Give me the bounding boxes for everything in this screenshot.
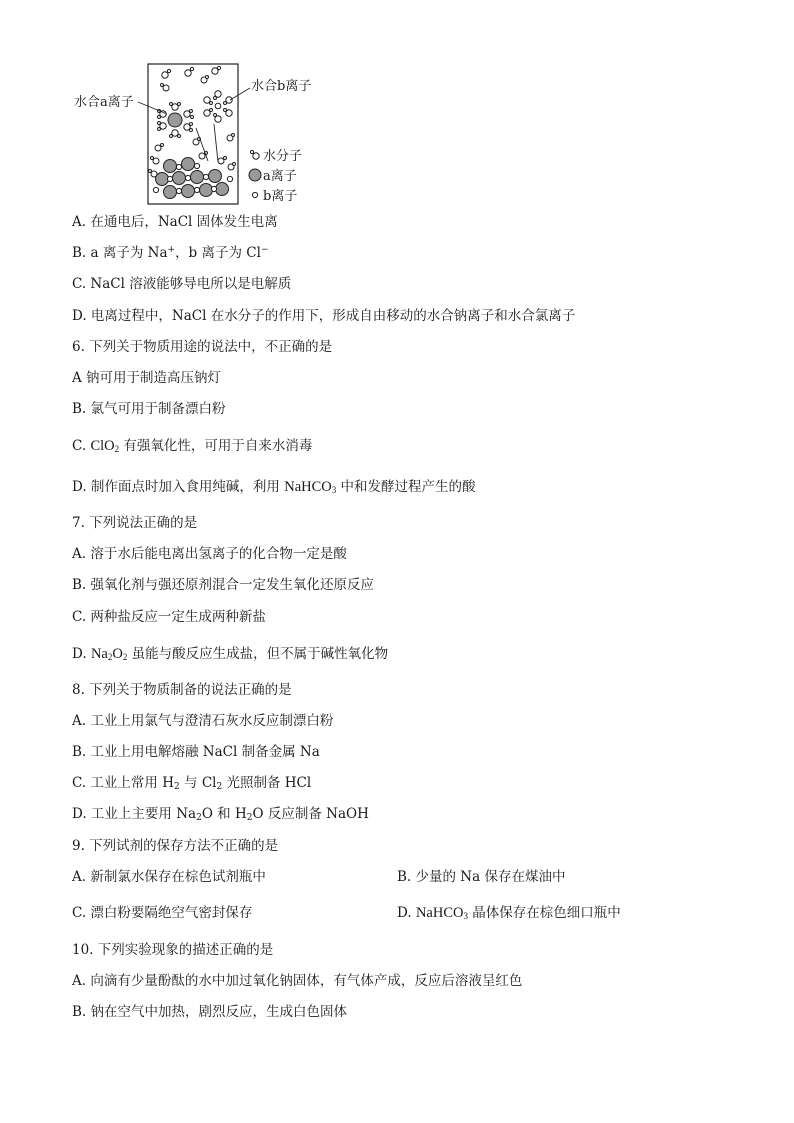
- q7-option-d-f1: Na: [90, 646, 108, 662]
- q9-option-d-suffix: 晶体保存在棕色细口瓶中: [467, 905, 621, 921]
- legend-a-label: a离子: [263, 169, 297, 184]
- legend-b-icon: [252, 192, 257, 197]
- q7-option-d-s1: 2: [107, 652, 113, 662]
- q5-option-a-formula: NaCl: [157, 214, 193, 230]
- q6-option-c-formula-sub: 2: [114, 444, 120, 454]
- q10-stem: 10. 下列实验现象的描述正确的是: [72, 942, 274, 958]
- q6-option-d-prefix: D. 制作面点时加入食用纯碱，利用: [72, 479, 285, 495]
- label-hydrated-b: 水合b离子: [251, 79, 312, 94]
- q8-option-d-prefix: D. 工业上主要用 Na: [72, 806, 197, 822]
- q8-option-d-sub-h2: 2: [246, 813, 253, 823]
- q5-option-a: [72, 212, 278, 232]
- q9-option-d-formula: [416, 905, 468, 921]
- q8-option-c-sub-h2: 2: [174, 782, 180, 792]
- q9-option-a: A. 新制氯水保存在棕色试剂瓶中: [72, 869, 266, 885]
- q8-option-d-mid: O 和 H: [201, 806, 247, 822]
- q6-option-c: [72, 436, 312, 456]
- q6-stem: 6. 下列关于物质用途的说法中，不正确的是: [72, 339, 333, 355]
- legend-a-icon: [249, 169, 261, 181]
- q8-option-c: [72, 773, 311, 793]
- q8-option-d: [72, 804, 369, 824]
- q7-option-a: A. 溶于水后能电离出氢离子的化合物一定是酸: [72, 546, 347, 562]
- q6-option-d-suffix: 中和发酵过程产生的酸: [336, 479, 476, 495]
- q6-option-c-suffix: 有强氧化性，可用于自来水消毒: [119, 438, 313, 454]
- q5-option-b-cl-charge: −: [260, 245, 269, 255]
- q5-option-c: C. NaCl 溶液能够导电所以是电解质: [72, 276, 292, 292]
- q7-option-c: C. 两种盐反应一定生成两种新盐: [72, 609, 266, 625]
- q6-option-c-prefix: C.: [72, 438, 91, 454]
- q9-option-c: C. 漂白粉要隔绝空气密封保存: [72, 905, 253, 921]
- q9-stem: 9. 下列试剂的保存方法不正确的是: [72, 838, 279, 854]
- q8-option-c-mid: 与 Cl: [179, 775, 217, 791]
- pointer-line-a: [138, 102, 167, 114]
- q8-option-c-suffix: 光照制备 HCl: [222, 775, 312, 791]
- q6-option-d-formula-sub: 3: [331, 485, 337, 495]
- q7-option-d: [72, 644, 388, 664]
- q5-option-a-prefix: A. 在通电后，: [72, 214, 158, 230]
- water-molecules-top: [161, 66, 221, 91]
- q10-option-b: B. 钠在空气中加热，剧烈反应，生成白色固体: [72, 1004, 348, 1020]
- legend-water-label: 水分子: [263, 149, 303, 164]
- q8-option-b: B. 工业上用电解熔融 NaCl 制备金属 Na: [72, 744, 320, 760]
- q8-option-c-prefix: C. 工业上常用 H: [72, 775, 174, 791]
- hydrated-a-ion: [158, 103, 194, 138]
- q6-option-d: [72, 477, 476, 497]
- q6-option-a: A 钠可用于制造高压钠灯: [72, 370, 222, 386]
- q7-option-d-s2: 2: [122, 652, 128, 662]
- q5-option-b: [72, 243, 269, 263]
- q9-option-d-prefix: D.: [397, 905, 416, 921]
- q8-option-a: A. 工业上用氯气与澄清石灰水反应制漂白粉: [72, 713, 334, 729]
- legend-b-label: b离子: [263, 189, 298, 204]
- label-hydrated-a: 水合a离子: [74, 95, 134, 110]
- q9-option-d-formula-main: NaHCO: [415, 905, 464, 921]
- q5-option-b-cl: Cl: [246, 245, 261, 261]
- q6-option-c-formula: [90, 438, 119, 454]
- q9-option-b: B. 少量的 Na 保存在煤油中: [397, 869, 566, 885]
- q7-option-d-formula: [91, 646, 127, 662]
- pointer-line-b: [230, 88, 250, 100]
- q5-option-b-na-charge: +: [167, 245, 176, 255]
- q7-option-d-suffix: 虽能与酸反应生成盐，但不属于碱性氧化物: [127, 646, 389, 662]
- q5-option-d: D. 电离过程中，NaCl 在水分子的作用下，形成自由移动的水合钠离子和水合氯离子: [72, 308, 576, 324]
- nacl-crystal: [149, 152, 236, 199]
- q10-option-a: A. 向滴有少量酚酞的水中加过氧化钠固体，有气体产成，反应后溶液呈红色: [72, 973, 523, 989]
- water-molecules-mid: [155, 134, 235, 152]
- q9-option-d-formula-sub: 3: [463, 911, 468, 921]
- q5-option-b-mid: ，b 离子为: [175, 245, 247, 261]
- legend-water-icon: [250, 150, 259, 159]
- q6-option-d-formula: [284, 479, 336, 495]
- nacl-dissociation-diagram: [70, 58, 330, 206]
- legend: [249, 148, 302, 204]
- q6-option-b: B. 氯气可用于制备漂白粉: [72, 401, 226, 417]
- q6-option-d-formula-main: NaHCO: [284, 479, 332, 495]
- q5-option-a-suffix: 固体发生电离: [192, 214, 278, 230]
- pointer-line-crystal-2: [214, 124, 218, 162]
- q5-option-b-prefix: B. a 离子为: [72, 245, 148, 261]
- q8-option-c-sub-cl2: 2: [216, 782, 223, 792]
- q6-option-c-formula-main: ClO: [90, 438, 115, 454]
- q7-option-b: B. 强氧化剂与强还原剂混合一定发生氧化还原反应: [72, 577, 375, 593]
- q7-option-d-prefix: D.: [72, 646, 91, 662]
- q8-option-d-sub-na2: 2: [196, 813, 202, 823]
- q7-stem: 7. 下列说法正确的是: [72, 515, 198, 531]
- q5-option-b-na: Na: [147, 245, 168, 261]
- q8-stem: 8. 下列关于物质制备的说法正确的是: [72, 682, 292, 698]
- hydrated-b-ion: [204, 91, 232, 122]
- q9-option-d: [397, 903, 621, 923]
- q8-option-d-suffix: O 反应制备 NaOH: [252, 806, 369, 822]
- q7-option-d-f2: O: [112, 646, 123, 662]
